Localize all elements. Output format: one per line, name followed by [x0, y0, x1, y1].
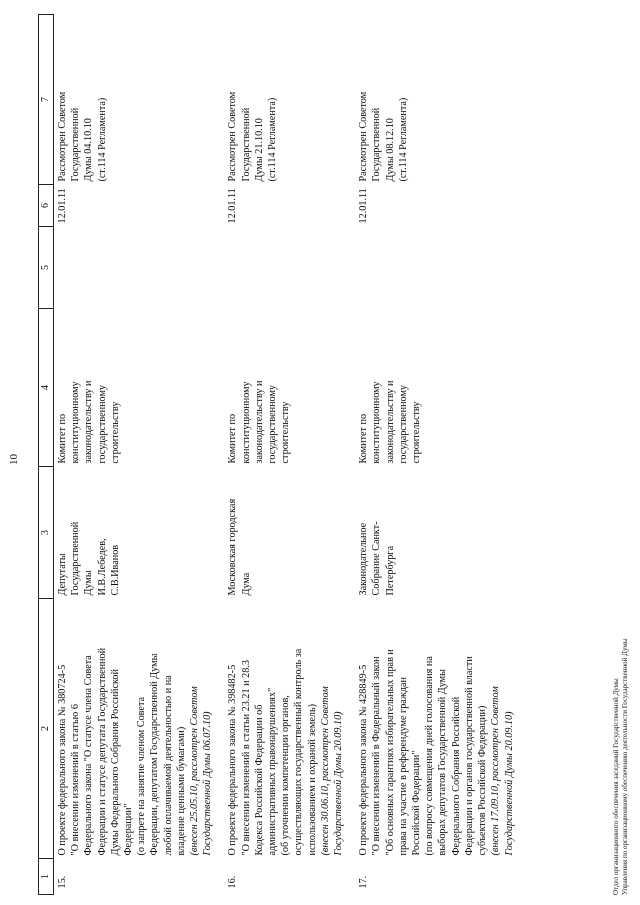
- committee-line: Комитет по: [57, 413, 68, 464]
- bill-title-line: (по вопросу совмещения дней голосования на: [424, 656, 436, 856]
- author-line: Депутаты: [57, 553, 68, 596]
- bill-title-line: (об уточнении компетенции органов,: [280, 695, 292, 856]
- column-5-value: [54, 227, 225, 309]
- column-5-value: [355, 227, 525, 309]
- status-line: Рассмотрен Советом: [57, 91, 68, 182]
- author-line: Государственной: [70, 521, 82, 596]
- column-5-value: [224, 227, 355, 309]
- bill-title-line: О проекте федерального закона № 380724-5: [57, 664, 68, 856]
- bill-note-line: (внесен 30.06.10, рассмотрен Советом: [319, 686, 331, 856]
- review-date: 12.01.11: [358, 188, 370, 224]
- review-date: 12.01.11: [54, 185, 225, 227]
- bill-description: [355, 599, 525, 859]
- column-header: 5: [39, 227, 54, 309]
- bill-title-line: владение ценными бумагами): [175, 726, 187, 856]
- status-line: (ст.114 Регламента): [397, 97, 409, 182]
- bill-author: [355, 467, 525, 599]
- page-number: 10: [8, 454, 20, 465]
- responsible-committee: [224, 309, 355, 467]
- committee-line: государственному: [397, 385, 409, 464]
- status-line: Государственной: [240, 107, 252, 182]
- bill-author: [54, 467, 225, 599]
- bill-title-line: О проекте федерального закона № 428849-5: [358, 664, 370, 856]
- bill-title-line: Кодекса Российской Федерации об: [253, 704, 265, 856]
- bill-title-line: "О внесении изменений в статью 6: [70, 704, 82, 856]
- status-line: Думы 21.10.10: [253, 118, 265, 182]
- bill-title-line: выборах депутатов Государственной Думы: [437, 669, 449, 856]
- committee-line: Комитет по: [358, 413, 370, 464]
- footer-line: Управления по организационному обеспечению деятельности Государственной Думы: [621, 638, 629, 895]
- committee-line: конституционному: [240, 381, 252, 464]
- bill-description: [54, 599, 225, 859]
- bill-title-line: Федерального закона "О статусе члена Совета: [83, 655, 95, 856]
- status-line: (ст.114 Регламента): [96, 97, 108, 182]
- header-row: [39, 15, 54, 895]
- author-line: Петербурга: [384, 545, 396, 596]
- bill-title-line: субъектов Российской Федерации): [477, 705, 489, 856]
- column-header: 1: [39, 859, 54, 895]
- bill-title-line: (о запрете на занятие членом Совета: [136, 696, 148, 856]
- committee-line: строительству: [109, 401, 121, 464]
- column-header: 6: [39, 185, 54, 227]
- bill-author: [224, 467, 355, 599]
- committee-line: законодательству и: [253, 380, 265, 464]
- status-line: Рассмотрен Советом: [227, 91, 239, 182]
- bill-note-line: Государственной Думы 20.09.10): [503, 711, 515, 856]
- footer: [612, 639, 630, 895]
- row-number: 17.: [358, 875, 370, 889]
- bill-title-line: Думы Федерального Собрания Российской: [109, 669, 121, 856]
- bill-title-line: осуществляющих государственный контроль за: [293, 648, 305, 856]
- footer-line: Отдел организационного обеспечения заседаний Государственной Думы: [612, 678, 620, 895]
- committee-line: строительству: [411, 401, 423, 464]
- bill-title-line: О проекте федерального закона № 398482-5: [227, 664, 239, 856]
- status-line: Государственной: [70, 107, 82, 182]
- row-number: 15.: [54, 859, 225, 895]
- author-line: Собрание Санкт-: [371, 521, 383, 596]
- committee-line: государственному: [267, 385, 279, 464]
- review-date: 12.01.11: [227, 188, 239, 224]
- status-line: (ст.114 Регламента): [267, 97, 279, 182]
- status: [224, 15, 355, 185]
- committee-line: конституционному: [70, 381, 82, 464]
- responsible-committee: [54, 309, 225, 467]
- bill-title-line: Федерального Собрания Российской: [450, 696, 462, 856]
- author-line: Дума: [240, 572, 252, 596]
- bill-title-line: Федерации": [123, 803, 135, 856]
- column-header: 3: [39, 467, 54, 599]
- bill-title-line: "О внесении изменений в Федеральный закон: [371, 656, 383, 856]
- table-row: [54, 15, 225, 895]
- bill-title-line: административных правонарушениях": [267, 687, 279, 856]
- author-line: Законодательное: [358, 522, 370, 596]
- bill-title-line: Федерации и статусе депутата Государственной: [96, 647, 108, 856]
- status: [54, 15, 225, 185]
- committee-line: законодательству и: [83, 380, 95, 464]
- bill-note-line: Государственной Думы 06.07.10): [202, 711, 214, 856]
- status: [355, 15, 525, 185]
- committee-line: законодательству и: [384, 380, 396, 464]
- bill-title-line: Федерации и органов государственной власти: [463, 656, 475, 856]
- bill-note-line: (внесен 17.09.10, рассмотрен Советом: [490, 686, 502, 856]
- bill-description: [224, 599, 355, 859]
- responsible-committee: [355, 309, 525, 467]
- author-line: С.В.Иванов: [109, 544, 121, 596]
- status-line: Рассмотрен Советом: [358, 91, 370, 182]
- author-line: Московская городская: [227, 498, 239, 596]
- bills-table: [38, 14, 526, 895]
- bills-table-body: [54, 15, 526, 895]
- committee-line: конституционному: [371, 381, 383, 464]
- bill-title-line: права на участие в референдуме граждан: [397, 677, 409, 856]
- committee-line: Комитет по: [227, 413, 239, 464]
- bill-note-line: Государственной Думы 20.09.10): [333, 711, 345, 856]
- bill-title-line: "О внесении изменений в статьи 23.21 и 28.3: [240, 660, 252, 856]
- committee-line: строительству: [280, 401, 292, 464]
- status-line: Государственной: [371, 107, 383, 182]
- status-line: Думы 08.12.10: [384, 118, 396, 182]
- bill-title-line: использованием и охраной земель): [306, 703, 318, 856]
- bill-title-line: "Об основных гарантиях избирательных прав и: [384, 649, 396, 856]
- bill-title-line: Федерации, депутатом Государственной Думы: [149, 653, 161, 856]
- author-line: И.В.Лебедев,: [96, 538, 108, 596]
- bill-title-line: любой оплачиваемой деятельностью и на: [162, 675, 174, 856]
- column-header: 2: [39, 599, 54, 859]
- committee-line: государственному: [96, 385, 108, 464]
- column-header: 4: [39, 309, 54, 467]
- bill-note-line: (внесен 25.05.10, рассмотрен Советом: [189, 686, 201, 856]
- bill-title-line: Российской Федерации": [411, 750, 423, 856]
- column-header: 7: [39, 15, 54, 185]
- row-number: 16.: [227, 875, 239, 889]
- status-line: Думы 04.10.10: [83, 118, 95, 182]
- table-row: [224, 15, 355, 895]
- author-line: Думы: [83, 570, 95, 596]
- table-row: [355, 15, 525, 895]
